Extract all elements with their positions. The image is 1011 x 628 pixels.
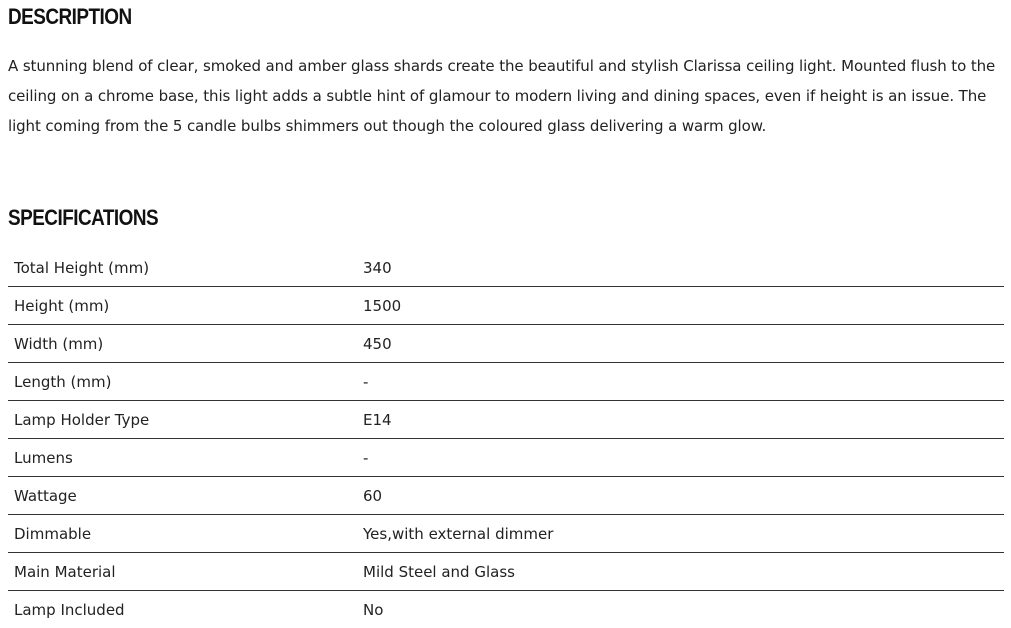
spec-label: Dimmable — [8, 515, 357, 553]
spec-value: 60 — [357, 477, 1004, 515]
table-row — [8, 515, 1004, 553]
spec-value: No — [357, 591, 1004, 628]
spec-label: Lumens — [8, 439, 357, 477]
table-row — [8, 363, 1004, 401]
spec-label: Wattage — [8, 477, 357, 515]
spec-value: E14 — [357, 401, 1004, 439]
spec-value: Yes,with external dimmer — [357, 515, 1004, 553]
spec-value: 450 — [357, 325, 1004, 363]
spec-label: Height (mm) — [8, 287, 357, 325]
description-heading: DESCRIPTION — [8, 6, 132, 28]
spec-label: Main Material — [8, 553, 357, 591]
spec-value: Mild Steel and Glass — [357, 553, 1004, 591]
spec-value: 1500 — [357, 287, 1004, 325]
spec-label: Width (mm) — [8, 325, 357, 363]
spec-label: Length (mm) — [8, 363, 357, 401]
spec-label: Lamp Holder Type — [8, 401, 357, 439]
table-row — [8, 249, 1004, 287]
specifications-heading: SPECIFICATIONS — [8, 207, 158, 229]
table-row — [8, 401, 1004, 439]
spec-label: Total Height (mm) — [8, 249, 357, 287]
description-text: A stunning blend of clear, smoked and amber glass shards create the beautiful and stylish Clarissa ceiling light. Mounted flush to the ceiling on a chrome base, this light adds a subtle hint of glamour to modern living and dining spaces, even if height is an issue. The light coming from the 5 candle bulbs shimmers out though the coloured glass delivering a warm glow. — [8, 51, 1004, 141]
specifications-table — [8, 249, 1004, 628]
spec-value: - — [357, 439, 1004, 477]
spec-label: Lamp Included — [8, 591, 357, 628]
table-row — [8, 439, 1004, 477]
table-row — [8, 477, 1004, 515]
table-row — [8, 553, 1004, 591]
spec-value: - — [357, 363, 1004, 401]
table-row — [8, 325, 1004, 363]
table-row — [8, 287, 1004, 325]
table-row — [8, 591, 1004, 628]
spec-value: 340 — [357, 249, 1004, 287]
